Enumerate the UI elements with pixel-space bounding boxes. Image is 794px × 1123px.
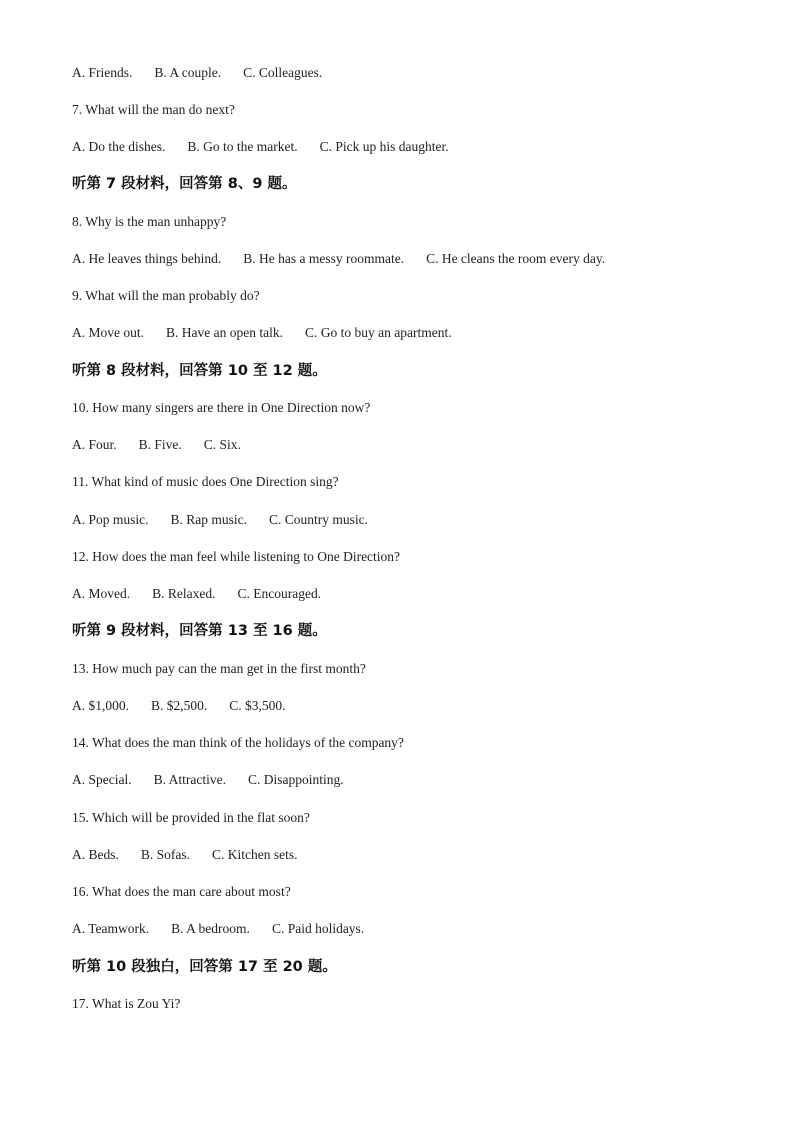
option-a: A. Beds. [72,847,119,862]
option-b: B. A couple. [154,65,222,80]
question-16: 16. What does the man care about most? [72,884,291,899]
option-a: A. Friends. [72,65,133,80]
option-b: B. A bedroom. [171,921,250,936]
option-b: B. Five. [138,437,182,452]
question-7: 7. What will the man do next? [72,102,235,117]
option-c: C. Country music. [269,512,369,527]
option-a: A. Special. [72,772,132,787]
options-16 [72,921,364,937]
option-a: A. Pop music. [72,512,149,527]
option-c: C. Encouraged. [237,586,322,601]
option-a: A. $1,000. [72,698,129,713]
question-12: 12. How does the man feel while listening to One Direction? [72,549,401,564]
option-c: C. He cleans the room every day. [426,251,606,266]
question-11: 11. What kind of music does One Direction sing? [72,474,339,489]
option-b: B. Relaxed. [152,586,216,601]
option-b: B. Have an open talk. [166,325,283,340]
question-15: 15. Which will be provided in the flat soon? [72,810,310,825]
option-b: B. Sofas. [140,847,191,862]
options-8 [72,251,605,267]
option-c: C. Colleagues. [243,65,323,80]
option-c: C. Disappointing. [247,772,344,787]
option-c: C. Pick up his daughter. [319,139,449,154]
question-10: 10. How many singers are there in One Direction now? [72,400,371,415]
options-12 [72,586,321,602]
options-13 [72,698,286,714]
option-a: A. He leaves things behind. [72,251,222,266]
option-a: A. Four. [72,437,117,452]
options-14 [72,772,344,788]
option-b: B. He has a messy roommate. [243,251,405,266]
question-9: 9. What will the man probably do? [72,288,260,303]
section-heading-7: 听第 7 段材料，回答第 8、9 题。 [72,176,297,192]
question-14: 14. What does the man think of the holidays of the company? [72,735,404,750]
option-a: A. Move out. [72,325,144,340]
option-b: B. $2,500. [151,698,208,713]
question-13: 13. How much pay can the man get in the first month? [72,661,366,676]
option-c: C. Kitchen sets. [212,847,298,862]
section-heading-9: 听第 9 段材料，回答第 13 至 16 题。 [72,623,327,639]
options-10 [72,437,241,453]
option-c: C. Six. [203,437,241,452]
options-6 [72,65,322,81]
option-c: C. Paid holidays. [271,921,365,936]
option-b: B. Attractive. [153,772,226,787]
question-8: 8. Why is the man unhappy? [72,214,227,229]
option-a: A. Moved. [72,586,131,601]
options-15 [72,847,298,863]
section-heading-10: 听第 10 段独白，回答第 17 至 20 题。 [72,959,337,975]
options-7 [72,139,449,155]
question-17: 17. What is Zou Yi? [72,996,181,1011]
option-a: A. Teamwork. [72,921,150,936]
options-11 [72,512,368,528]
options-9 [72,325,452,341]
option-b: B. Rap music. [170,512,248,527]
option-a: A. Do the dishes. [72,139,166,154]
option-c: C. $3,500. [229,698,286,713]
section-heading-8: 听第 8 段材料，回答第 10 至 12 题。 [72,363,327,379]
option-b: B. Go to the market. [187,139,298,154]
option-c: C. Go to buy an apartment. [304,325,452,340]
